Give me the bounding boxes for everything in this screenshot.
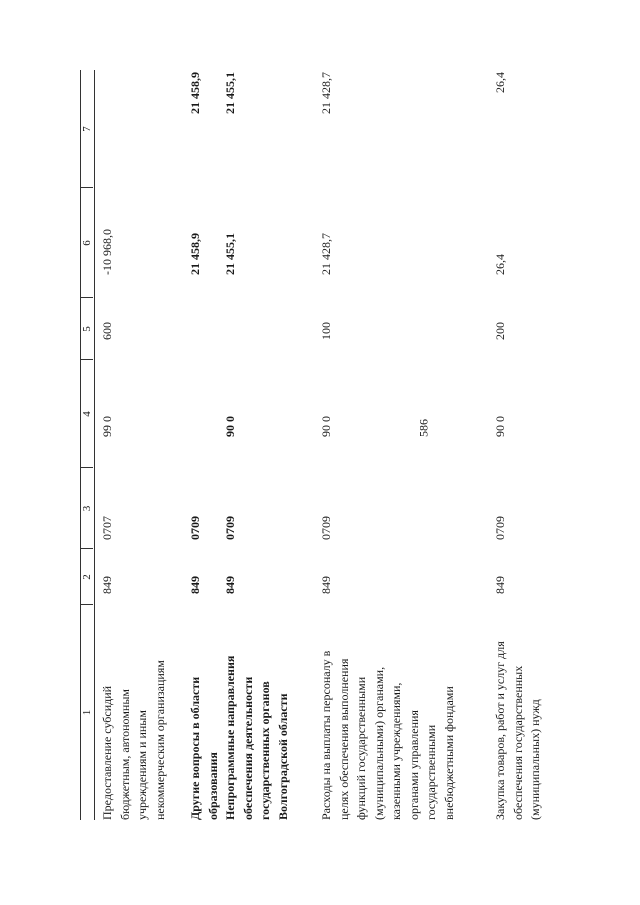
cell-amount-total: 21 455,1 bbox=[223, 72, 237, 114]
row-name: Закупка товаров, работ и услуг для обеспечения государственных (муниципальных) нужд bbox=[493, 641, 542, 820]
cell-admin-code: 849 bbox=[493, 576, 507, 594]
header-col-7: 7 bbox=[81, 126, 93, 132]
row-name: Предоставление субсидий бюджетным, автономным учреждениям и иным некоммерческим организациям bbox=[100, 660, 167, 820]
cell-amount-change: 21 455,1 bbox=[223, 233, 237, 275]
cell-admin-code: 849 bbox=[188, 576, 202, 594]
cell-expense-type: 200 bbox=[493, 322, 507, 340]
cell-amount-change: 26,4 bbox=[493, 254, 507, 275]
cell-section-code: 0707 bbox=[100, 516, 114, 540]
cell-amount-total: 21 458,9 bbox=[188, 72, 202, 114]
page-number: 586 bbox=[416, 419, 431, 437]
cell-target-code: 99 0 bbox=[100, 416, 114, 437]
cell-admin-code: 849 bbox=[100, 576, 114, 594]
header-col-1: 1 bbox=[81, 709, 93, 716]
cell-expense-type: 100 bbox=[319, 322, 333, 340]
header-col-4: 4 bbox=[81, 411, 93, 417]
cell-section-code: 0709 bbox=[319, 516, 333, 540]
row-name: Другие вопросы в области образования bbox=[188, 676, 220, 820]
row-name: Непрограммные направления обеспечения деятельности государственных органов Волгоградской области bbox=[223, 655, 290, 820]
header-col-3: 3 bbox=[81, 505, 93, 512]
cell-target-code: 90 0 bbox=[319, 416, 333, 437]
cell-section-code: 0709 bbox=[493, 516, 507, 540]
cell-amount-change: 21 428,7 bbox=[319, 233, 333, 275]
budget-table bbox=[80, 70, 560, 820]
cell-amount-total: 26,4 bbox=[493, 72, 507, 93]
cell-section-code: 0709 bbox=[188, 516, 202, 540]
header-col-2: 2 bbox=[81, 574, 93, 580]
cell-target-code: 90 0 bbox=[493, 416, 507, 437]
cell-amount-total: 21 428,7 bbox=[319, 72, 333, 114]
cell-expense-type: 600 bbox=[100, 322, 114, 340]
header-col-6: 6 bbox=[81, 240, 93, 246]
header-col-5: 5 bbox=[81, 326, 93, 332]
row-name: Расходы на выплаты персоналу в целях обеспечения выполнения функций государственными (муниципальными) органами, казенными учреждениями, органами управления государственными внебюджетными фондами bbox=[319, 650, 456, 820]
cell-amount-change: 21 458,9 bbox=[188, 233, 202, 275]
cell-section-code: 0709 bbox=[223, 516, 237, 540]
cell-admin-code: 849 bbox=[319, 576, 333, 594]
cell-amount-change: -10 968,0 bbox=[100, 229, 114, 275]
header-bottom-rule bbox=[94, 70, 95, 820]
cell-target-code: 90 0 bbox=[223, 416, 237, 437]
cell-admin-code: 849 bbox=[223, 576, 237, 594]
